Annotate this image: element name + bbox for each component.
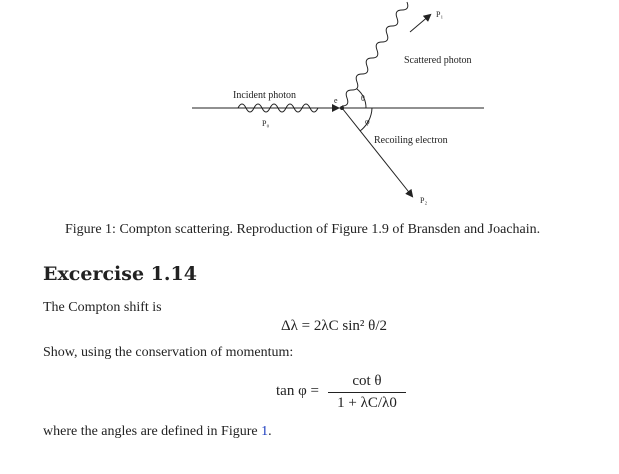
instruction-text: Show, using the conservation of momentum: [43, 345, 294, 360]
closing-sentence: where the angles are defined in Figure [43, 424, 258, 439]
tan-phi-lhs: tan φ = [276, 383, 319, 399]
compton-shift-equation: Δλ = 2λC sin² θ/2 [281, 318, 388, 334]
incident-photon-label: Incident photon [233, 90, 297, 101]
scattered-photon-label: Scattered photon [404, 55, 472, 66]
fraction-numerator: cot θ [352, 373, 382, 389]
phi-label: φ [365, 117, 370, 126]
recoil-momentum-label: P₂ [420, 196, 428, 205]
intro-text: The Compton shift is [43, 300, 162, 315]
fraction-denominator: 1 + λC/λ0 [337, 395, 397, 411]
closing-period: . [268, 424, 272, 439]
compton-scattering-diagram [0, 0, 619, 215]
recoil-electron-label: Recoiling electron [374, 135, 448, 146]
scattered-photon-wave [342, 2, 408, 106]
recoil-electron-line [342, 108, 412, 196]
closing-text [43, 424, 272, 440]
fraction-bar [328, 392, 406, 393]
scattered-momentum-label: P₁ [436, 10, 444, 19]
theta-label: θ [361, 94, 365, 103]
incident-momentum-label: P₀ [262, 119, 270, 128]
tan-phi-fraction [328, 373, 406, 412]
exercise-heading: Excercise 1.14 [43, 263, 197, 285]
figure-caption: Figure 1: Compton scattering. Reproduction of Figure 1.9 of Bransden and Joachain. [65, 222, 541, 237]
electron-label: e [334, 96, 338, 105]
figure-ref-link[interactable]: 1 [261, 424, 269, 439]
scattered-photon-arrow [410, 15, 430, 32]
electron-dot [340, 106, 344, 110]
